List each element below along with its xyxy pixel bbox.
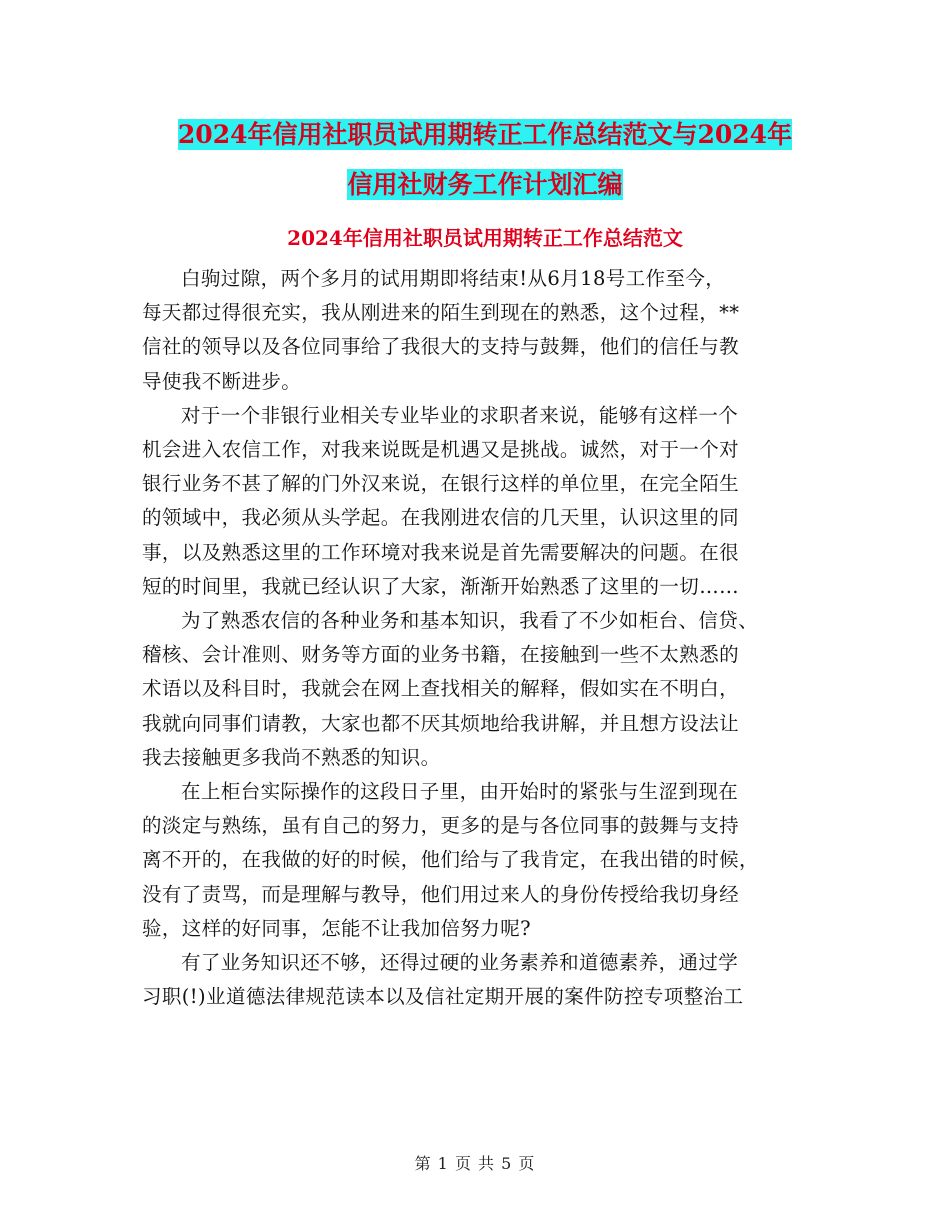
text-line: 术语以及科目时，我就会在网上查找相关的解释，假如实在不明白， bbox=[142, 677, 740, 701]
paragraph bbox=[142, 399, 814, 604]
text-line: 有了业务知识还不够，还得过硬的业务素养和道德素养，通过学 bbox=[181, 951, 739, 975]
text-line: 导使我不断进步。 bbox=[142, 369, 302, 393]
text-line: 每天都过得很充实，我从刚进来的陌生到现在的熟悉，这个过程，** bbox=[142, 301, 740, 325]
section-title: 2024年信用社职员试用期转正工作总结范文 bbox=[287, 226, 683, 250]
text-line: 短的时间里，我就已经认识了大家，渐渐开始熟悉了这里的一切…… bbox=[142, 574, 740, 598]
text-line: 信社的领导以及各位同事给了我很大的支持与鼓舞，他们的信任与教 bbox=[142, 335, 740, 359]
text-line: 我就向同事们请教，大家也都不厌其烦地给我讲解，并且想方设法让 bbox=[142, 711, 740, 735]
body-text bbox=[142, 262, 814, 1014]
text-line: 习职(!)业道德法律规范读本以及信社定期开展的案件防控专项整治工 bbox=[142, 985, 744, 1009]
document-title-line-1: 2024年信用社职员试用期转正工作总结范文与2024年 bbox=[177, 120, 793, 149]
paragraph bbox=[142, 775, 814, 946]
text-line: 对于一个非银行业相关专业毕业的求职者来说，能够有这样一个 bbox=[181, 403, 739, 427]
paragraph bbox=[142, 604, 814, 775]
text-line: 为了熟悉农信的各种业务和基本知识，我看了不少如柜台、信贷、 bbox=[181, 609, 759, 633]
paragraph bbox=[142, 262, 814, 399]
paragraph bbox=[142, 946, 814, 1014]
text-line: 的领域中，我必须从头学起。在我刚进农信的几天里，认识这里的同 bbox=[142, 506, 740, 530]
text-line: 机会进入农信工作，对我来说既是机遇又是挑战。诚然，对于一个对 bbox=[142, 438, 740, 462]
document-title-line-2: 信用社财务工作计划汇编 bbox=[347, 170, 623, 199]
text-line: 稽核、会计准则、财务等方面的业务书籍，在接触到一些不太熟悉的 bbox=[142, 643, 740, 667]
document-title bbox=[140, 110, 830, 210]
text-line: 事，以及熟悉这里的工作环境对我来说是首先需要解决的问题。在很 bbox=[142, 540, 740, 564]
text-line: 的淡定与熟练，虽有自己的努力，更多的是与各位同事的鼓舞与支持 bbox=[142, 814, 740, 838]
text-line: 我去接触更多我尚不熟悉的知识。 bbox=[142, 745, 441, 769]
page-number-footer: 第 1 页 共 5 页 bbox=[414, 1154, 536, 1173]
text-line: 没有了责骂，而是理解与教导，他们用过来人的身份传授给我切身经 bbox=[142, 882, 740, 906]
text-line: 银行业务不甚了解的门外汉来说，在银行这样的单位里，在完全陌生 bbox=[142, 472, 740, 496]
text-line: 白驹过隙，两个多月的试用期即将结束!从6月18号工作至今， bbox=[181, 267, 726, 290]
text-line: 验，这样的好同事，怎能不让我加倍努力呢? bbox=[142, 916, 531, 940]
text-line: 离不开的，在我做的好的时候，他们给与了我肯定，在我出错的时候， bbox=[142, 848, 759, 872]
text-line: 在上柜台实际操作的这段日子里，由开始时的紧张与生涩到现在 bbox=[181, 780, 739, 804]
